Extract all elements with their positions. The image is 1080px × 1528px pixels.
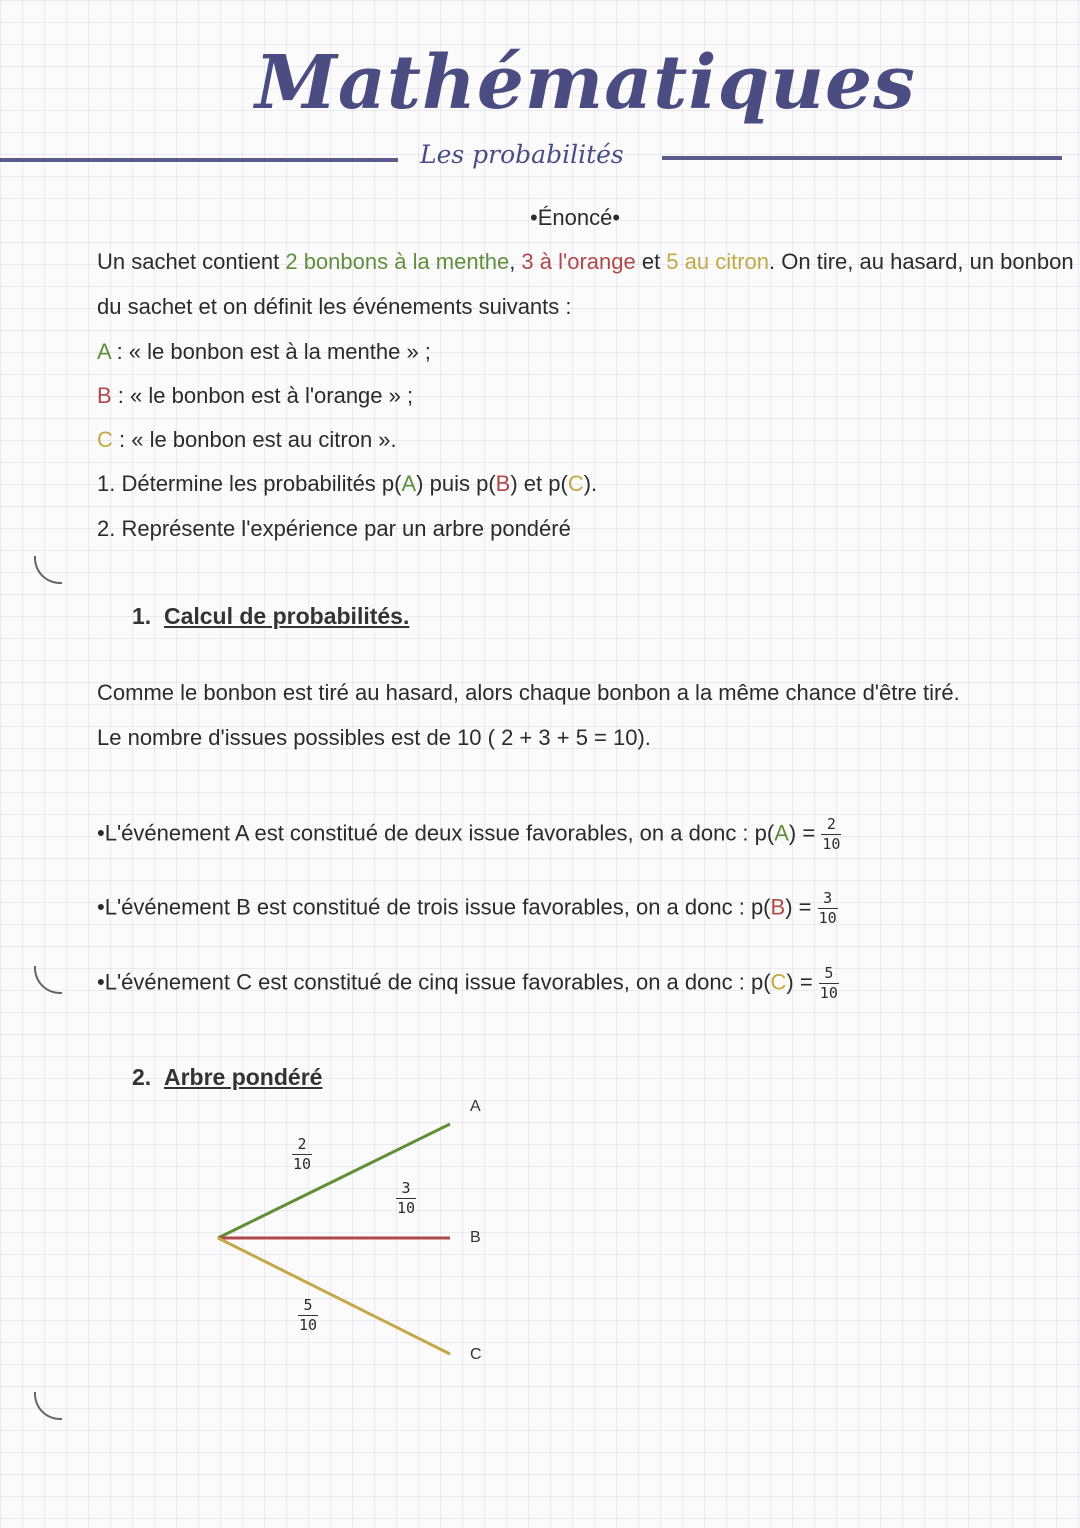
section-2-title: Arbre pondéré	[163, 1064, 323, 1090]
event-c-letter: C	[97, 427, 113, 452]
statement-text: . On tire, au hasard, un bonbon	[769, 249, 1074, 274]
fraction-denominator: 10	[298, 1316, 318, 1334]
question-letter-a: A	[401, 471, 417, 496]
section-1-line-2: Le nombre d'issues possibles est de 10 ( 2 + 3 + 5 = 10).	[97, 725, 651, 750]
question-text: ).	[583, 471, 598, 496]
event-c-text: : « le bonbon est au citron ».	[112, 427, 397, 452]
event-b-letter: B	[97, 383, 112, 408]
tree-label-c: C	[470, 1346, 482, 1363]
fraction-denominator: 10	[819, 984, 838, 1002]
item-text: •L'événement B est constitué de trois issue favorables, on a donc : p(	[97, 894, 771, 920]
section-2-number: 2.	[132, 1064, 152, 1090]
tree-label-b: B	[470, 1229, 481, 1246]
tree-branch-c	[218, 1238, 450, 1354]
statement-text: Un sachet contient	[97, 249, 286, 274]
fraction-numerator: 2	[297, 1135, 307, 1153]
event-a-letter: A	[97, 339, 111, 364]
section-1-title: Calcul de probabilités.	[163, 603, 410, 629]
fraction-denominator: 10	[292, 1155, 312, 1173]
weight-fraction-a	[292, 1136, 312, 1173]
fraction-denominator: 10	[822, 835, 841, 853]
item-letter-a: A	[774, 820, 789, 846]
tree-weight-a	[292, 1136, 312, 1173]
tree-weight-b	[396, 1180, 416, 1217]
lemon-count: 5 au citron	[666, 249, 770, 274]
item-text: ) =	[785, 894, 812, 920]
weight-fraction-b	[396, 1180, 416, 1217]
tree-weight-c	[298, 1297, 318, 1334]
section-1-number: 1.	[132, 603, 152, 629]
item-text: •L'événement A est constitué de deux issue favorables, on a donc : p(	[97, 820, 775, 846]
statement-text: et	[635, 249, 667, 274]
item-letter-c: C	[770, 969, 787, 995]
statement-text: ,	[509, 249, 522, 274]
fraction-numerator: 5	[303, 1296, 313, 1314]
page-title: Mathématiques	[255, 40, 916, 126]
item-text: ) =	[786, 969, 813, 995]
statement-line-2: du sachet et on définit les événements suivants :	[97, 294, 572, 319]
fraction-denominator: 10	[396, 1199, 416, 1217]
statement-heading: •Énoncé•	[530, 205, 621, 230]
orange-count: 3 à l'orange	[521, 249, 636, 274]
item-letter-b: B	[770, 894, 786, 920]
question-text: ) et p(	[510, 471, 568, 496]
tree-label-a: A	[470, 1098, 481, 1115]
question-text: ) puis p(	[416, 471, 496, 496]
question-letter-c: C	[567, 471, 584, 496]
page-subtitle: Les probabilités	[420, 140, 624, 169]
question-text: 1. Détermine les probabilités p(	[97, 471, 402, 496]
question-2: 2. Représente l'expérience par un arbre pondéré	[97, 516, 571, 541]
event-b-text: : « le bonbon est à l'orange » ;	[111, 383, 414, 408]
item-text: ) =	[788, 820, 816, 846]
question-letter-b: B	[495, 471, 511, 496]
weight-fraction-c	[298, 1297, 318, 1334]
mint-count: 2 bonbons à la menthe	[285, 249, 510, 274]
fraction-numerator: 3	[823, 889, 833, 907]
section-1-line-1: Comme le bonbon est tiré au hasard, alors chaque bonbon a la même chance d'être tiré.	[97, 680, 960, 705]
fraction-denominator: 10	[818, 909, 837, 927]
fraction-numerator: 2	[826, 815, 836, 833]
fraction-numerator: 3	[401, 1179, 411, 1197]
item-text: •L'événement C est constitué de cinq issue favorables, on a donc : p(	[97, 969, 771, 995]
event-a-text: : « le bonbon est à la menthe » ;	[110, 339, 431, 364]
fraction-numerator: 5	[824, 964, 834, 982]
